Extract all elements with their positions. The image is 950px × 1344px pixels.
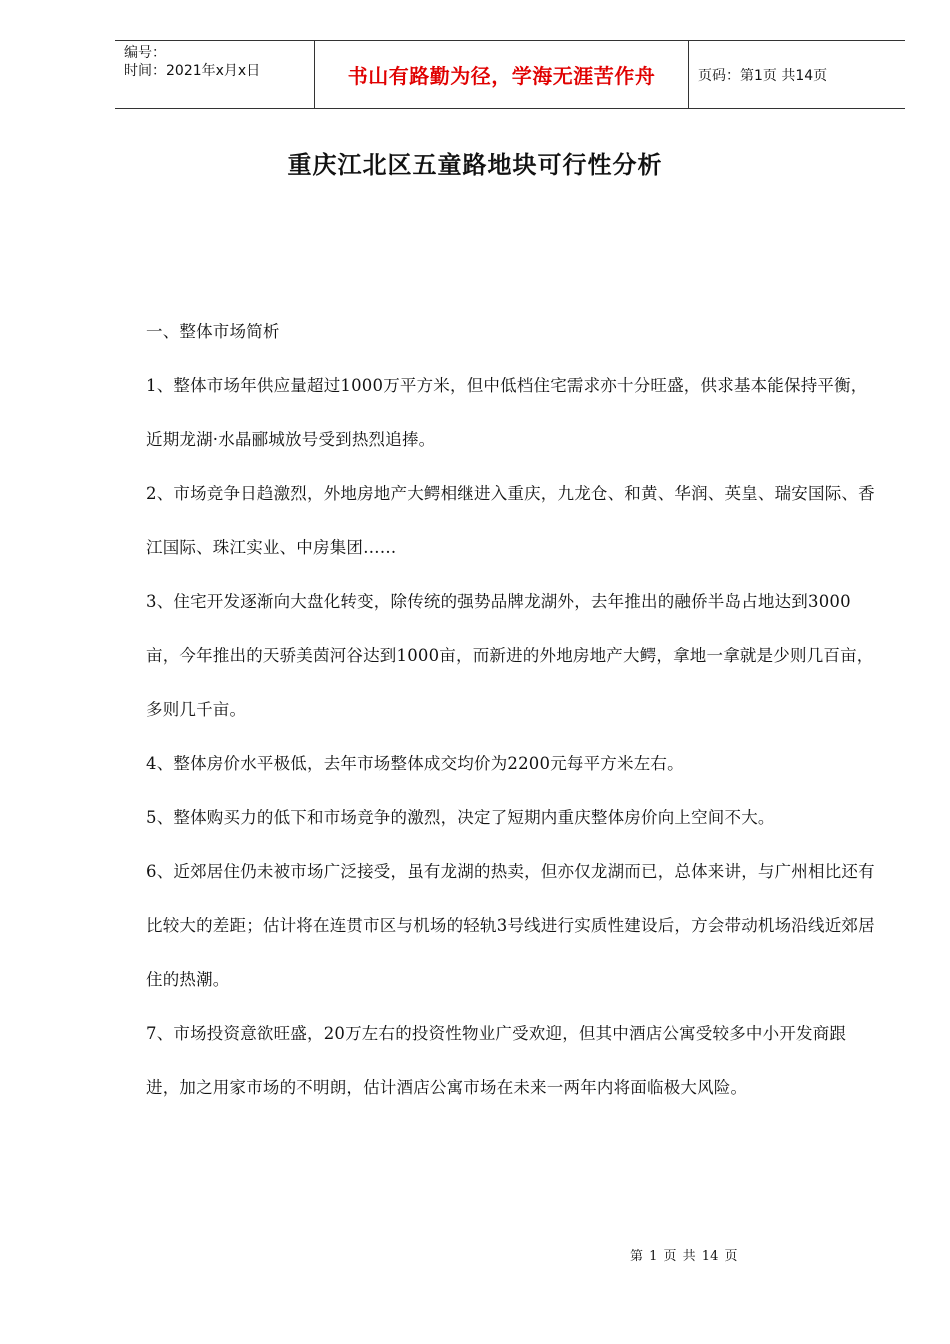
paragraph-3: 3、住宅开发逐渐向大盘化转变，除传统的强势品牌龙湖外，去年推出的融侨半岛占地达到3000亩，今年推出的天骄美茵河谷达到1000亩，而新进的外地房地产大鳄，拿地一拿就是少则几百亩，多则几千亩。 [146,592,874,719]
document-number: 编号： [124,45,166,61]
page-header [115,40,905,109]
header-page-info: 页码：第1页 共14页 [698,67,828,84]
paragraph-2: 2、市场竞争日趋激烈，外地房地产大鳄相继进入重庆，九龙仓、和黄、华润、英皇、瑞安国际、香江国际、珠江实业、中房集团…… [146,484,875,557]
document-title: 重庆江北区五童路地块可行性分析 [287,151,663,179]
header-meta [115,41,315,108]
paragraph-5: 5、整体购买力的低下和市场竞争的激烈，决定了短期内重庆整体房价向上空间不大。 [146,808,775,827]
document-body [146,305,876,1115]
header-motto: 书山有路勤为径，学海无涯苦作舟 [315,41,689,108]
paragraph-1: 1、整体市场年供应量超过1000万平方米，但中低档住宅需求亦十分旺盛，供求基本能保持平衡，近期龙湖·水晶郦城放号受到热烈追捧。 [146,376,868,449]
page-footer: 第 1 页 共 14 页 [630,1249,738,1264]
document-date: 时间：2021年x月x日 [124,63,261,79]
paragraph-6: 6、近郊居住仍未被市场广泛接受，虽有龙湖的热卖，但亦仅龙湖而已，总体来讲，与广州相比还有比较大的差距；估计将在连贯市区与机场的轻轨3号线进行实质性建设后，方会带动机场沿线近郊居住的热潮。 [146,862,875,989]
section-heading: 一、整体市场简析 [146,322,280,341]
paragraph-4: 4、整体房价水平极低，去年市场整体成交均价为2200元每平方米左右。 [146,754,684,773]
paragraph-7: 7、市场投资意欲旺盛，20万左右的投资性物业广受欢迎，但其中酒店公寓受较多中小开发商跟进，加之用家市场的不明朗，估计酒店公寓市场在未来一两年内将面临极大风险。 [146,1024,847,1097]
